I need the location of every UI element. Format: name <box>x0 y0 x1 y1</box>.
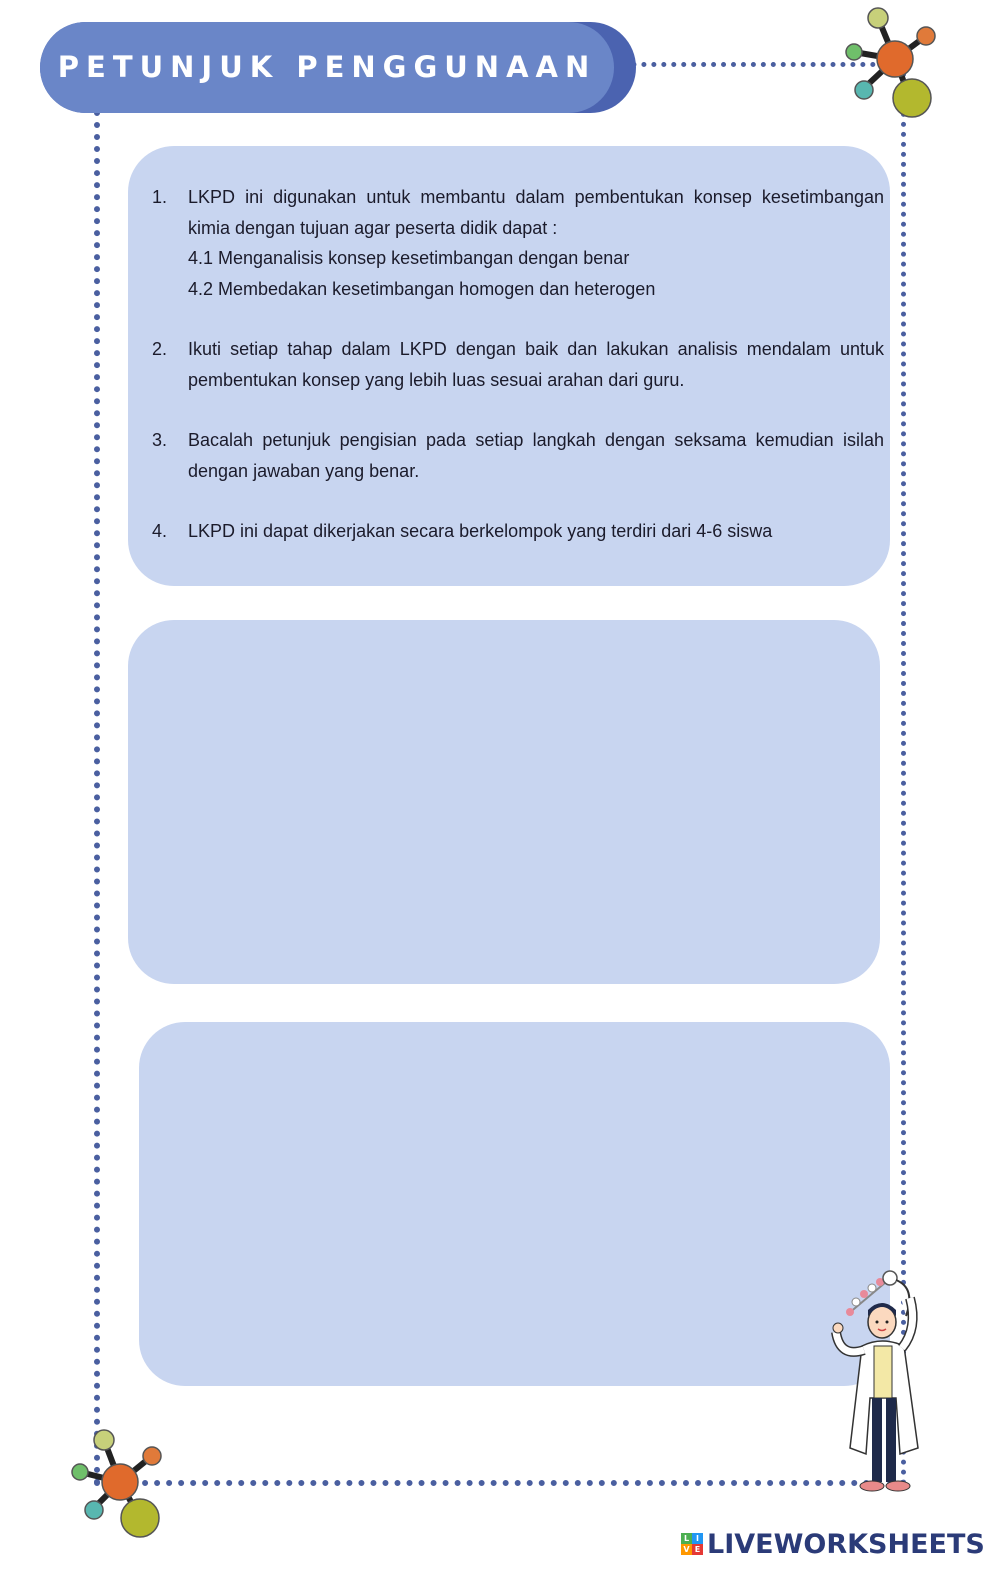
list-item <box>152 425 884 486</box>
logo-letter: I <box>692 1533 703 1544</box>
logo-letter: L <box>681 1533 692 1544</box>
list-item <box>152 516 884 547</box>
item-text: LKPD ini digunakan untuk membantu dalam pembentukan konsep kesetimbangan kimia dengan tujuan agar peserta didik dapat : <box>188 187 884 238</box>
scientist-illustration <box>826 1268 946 1504</box>
item-number: 3. <box>152 430 168 450</box>
empty-card-middle <box>128 620 880 984</box>
molecule-icon-bottom <box>70 1426 170 1544</box>
page-title: PETUNJUK PENGGUNAAN <box>57 50 597 84</box>
list-item <box>152 182 884 304</box>
liveworksheets-logo-icon <box>681 1533 703 1555</box>
logo-letter: E <box>692 1544 703 1555</box>
instructions-list <box>152 182 884 577</box>
item-text: LKPD ini dapat dikerjakan secara berkelompok yang terdiri dari 4-6 siswa <box>188 521 773 541</box>
item-text: Bacalah petunjuk pengisian pada setiap langkah dengan seksama kemudian isilah dengan jawaban yang benar. <box>188 430 884 481</box>
sub-item: 4.1 Menganalisis konsep kesetimbangan dengan benar <box>188 248 630 268</box>
empty-card-bottom <box>139 1022 890 1386</box>
item-number: 2. <box>152 339 168 359</box>
item-text: Ikuti setiap tahap dalam LKPD dengan baik dan lakukan analisis mendalam untuk pembentukan konsep yang lebih luas sesuai arahan dari guru. <box>188 339 884 390</box>
item-number: 4. <box>152 521 168 541</box>
item-number: 1. <box>152 187 168 207</box>
liveworksheets-logo <box>681 1527 985 1561</box>
list-item <box>152 334 884 395</box>
logo-letter: V <box>681 1544 692 1555</box>
brand-name: LIVEWORKSHEETS <box>707 1528 985 1560</box>
sub-item: 4.2 Membedakan kesetimbangan homogen dan heterogen <box>188 278 656 299</box>
molecule-icon-top <box>840 4 940 122</box>
